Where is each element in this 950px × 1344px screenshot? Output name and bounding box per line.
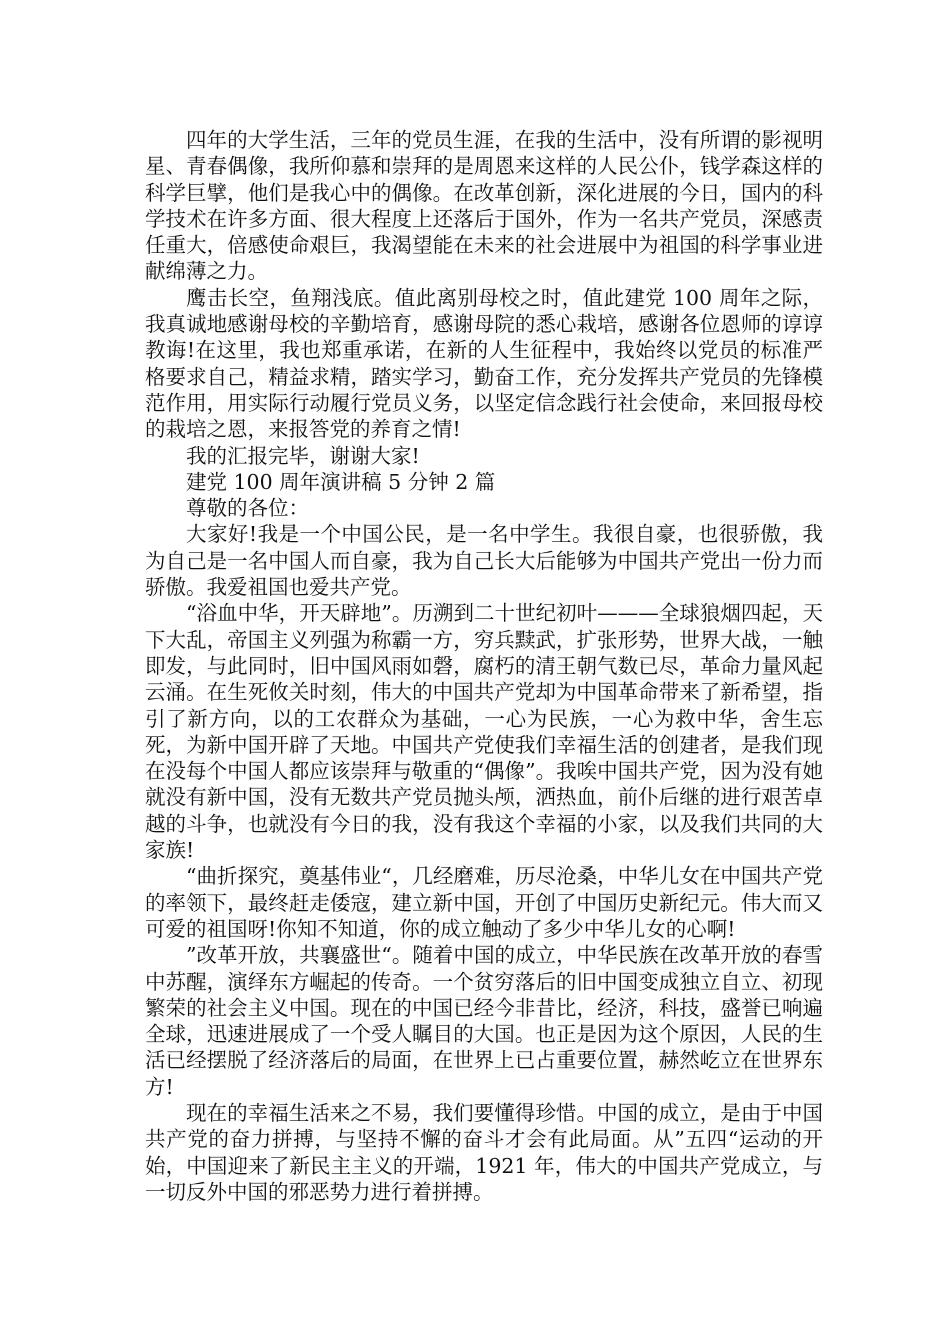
paragraph-founding: “曲折探究，奠基伟业“，几经磨难，历尽沧桑，中华儿女在中国共产党的率领下，最终赶走倭寇，建立新中国，开创了中国历史新纪元。伟大而又可爱的祖国呀!你知不知道，你的成立触动了多少中华儿女的心啊! [145,864,823,941]
paragraph-greeting: 大家好!我是一个中国公民，是一名中学生。我很自豪，也很骄傲，我为自己是一名中国人而自豪，我为自己长大后能够为中国共产党出一份力而骄傲。我爱祖国也爱共产党。 [145,522,823,600]
paragraph-history: “浴血中华，开天辟地”。历溯到二十世纪初叶———全球狼烟四起，天下大乱，帝国主义列强为称霸一方，穷兵黩武，扩张形势，世界大战，一触即发，与此同时，旧中国风雨如磬，腐朽的清王朝气数已尽，革命力量风起云涌。在生死攸关时刻，伟大的中国共产党却为中国革命带来了新希望，指引了新方向，以的工农群众为基础，一心为民族，一心为救中华，舍生忘死，为新中国开辟了天地。中国共产党使我们幸福生活的创建者，是我们现在没每个中国人都应该崇拜与敬重的“偶像”。我唉中国共产党，因为没有她就没有新中国，没有无数共产党员抛头颅，洒热血，前仆后继的进行艰苦卓越的斗争，也就没有今日的我，没有我这个幸福的小家，以及我们共同的大家族! [145,601,823,863]
salutation: 尊敬的各位： [186,496,309,521]
document-body [145,127,823,1205]
paragraph-reform: ”改革开放，共襄盛世“。随着中国的成立，中华民族在改革开放的春雪中苏醒，演绎东方崛起的传奇。一个贫穷落后的旧中国变成独立自立、初现繁荣的社会主义中国。现在的中国已经今非昔比，经济，科技，盛誉已响遍全球，迅速进展成了一个受人瞩目的大国。也正是因为这个原因，人民的生活已经摆脱了经济落后的局面，在世界上已占重要位置，赫然屹立在世界东方! [145,943,823,1099]
paragraph-university-life: 四年的大学生活，三年的党员生涯，在我的生活中，没有所谓的影视明星、青春偶像，我所仰慕和崇拜的是周恩来这样的人民公仆，钱学森这样的科学巨擘，他们是我心中的偶像。在改革创新，深化进展的今日，国内的科学技术在许多方面、很大程度上还落后于国外，作为一名共产党员，深感责任重大，倍感使命艰巨，我渴望能在未来的社会进展中为祖国的科学事业进献绵薄之力。 [145,128,823,284]
paragraph-gratitude: 鹰击长空，鱼翔浅底。值此离别母校之时，值此建党 100 周年之际，我真诚地感谢母校的辛勤培育，感谢母院的悉心栽培，感谢各位恩师的谆谆教诲!在这里，我也郑重承诺，在新的人生征程中，我始终以党员的标准严格要求自己，精益求精，踏实学习，勤奋工作，充分发挥共产党员的先锋模范作用，用实际行动履行党员义务，以坚定信念践行社会使命，来回报母校的栽培之恩，来报答党的养育之情! [145,285,823,442]
section-title: 建党 100 周年演讲稿 5 分钟 2 篇 [186,469,496,494]
paragraph-report-end: 我的汇报完毕，谢谢大家! [186,443,420,468]
paragraph-cherish: 现在的幸福生活来之不易，我们要懂得珍惜。中国的成立，是由于中国共产党的奋力拼搏，与坚持不懈的奋斗才会有此局面。从”五四“运动的开始，中国迎来了新民主主义的开端，1921 年，伟大的中国共产党成立，与一切反外中国的邪恶势力进行着拼搏。 [145,1100,823,1204]
